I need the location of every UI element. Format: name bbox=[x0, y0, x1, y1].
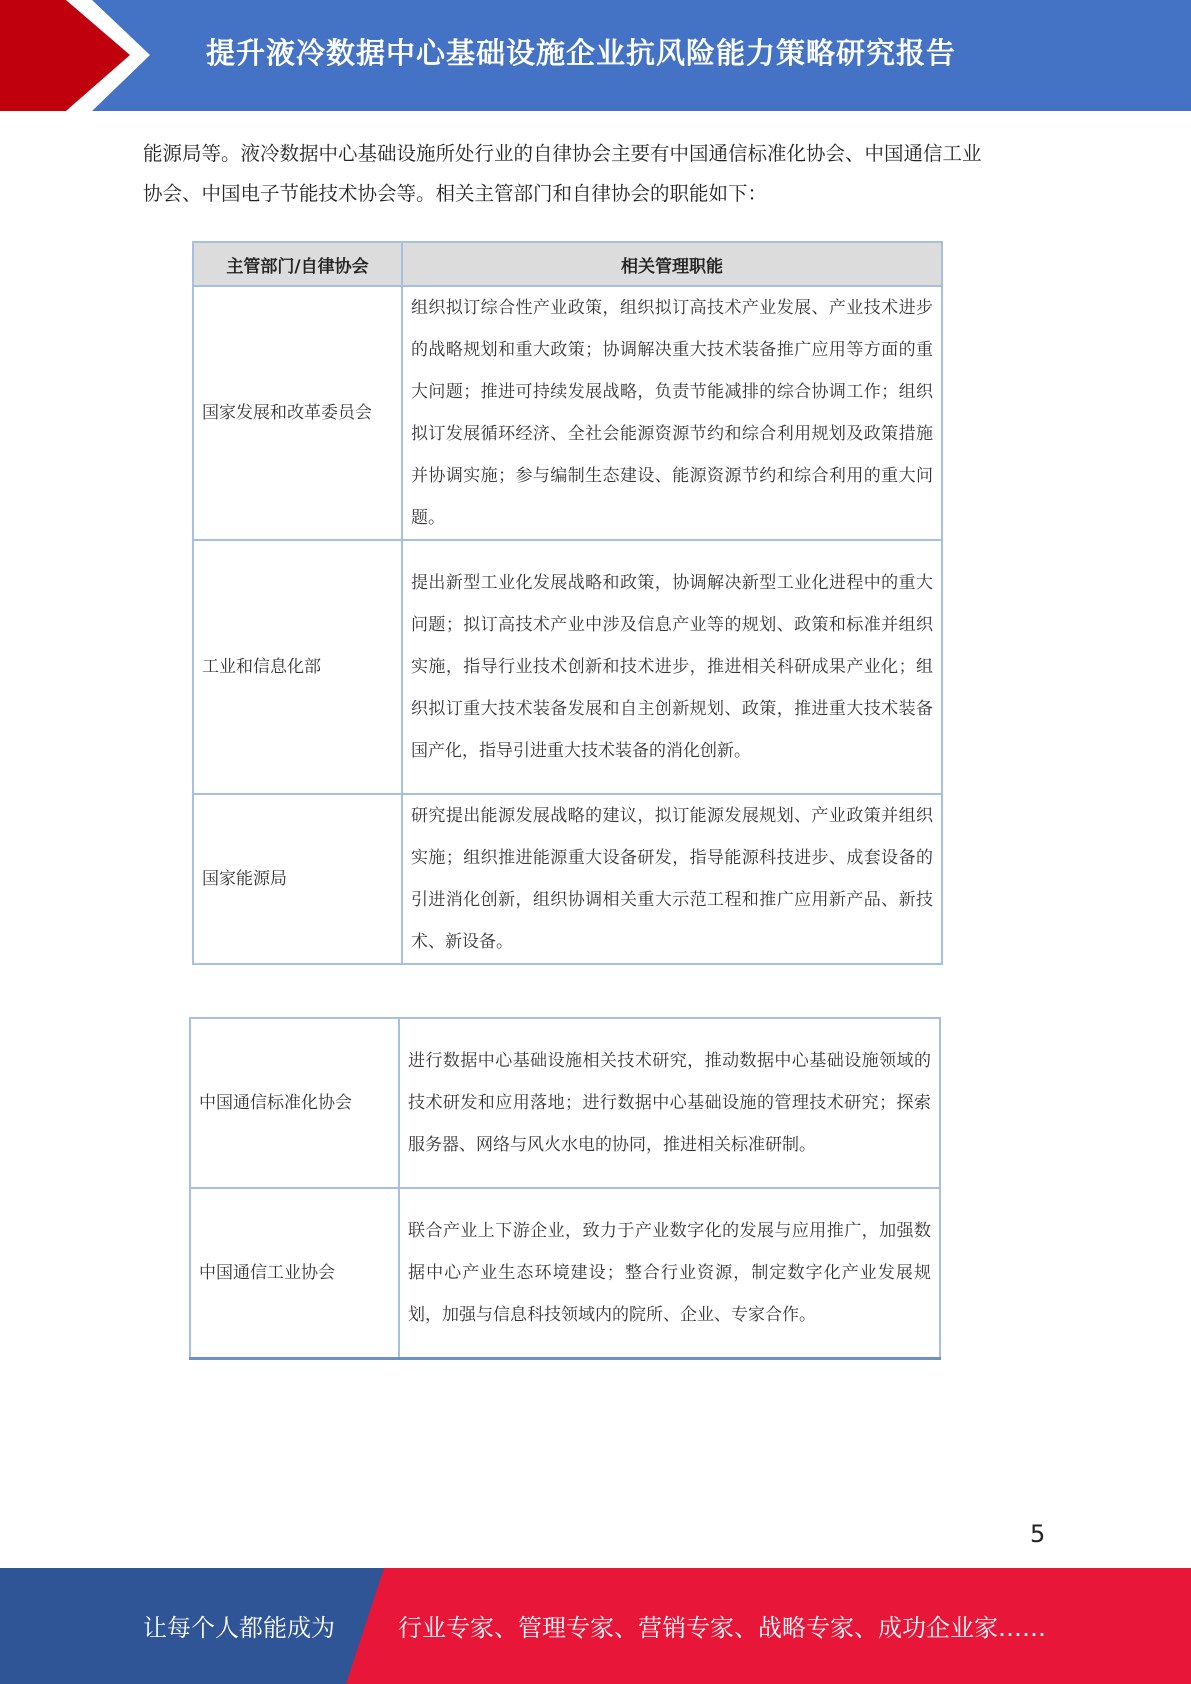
dept-cell: 工业和信息化部 bbox=[193, 540, 402, 794]
intro-line-1: 能源局等。液冷数据中心基础设施所处行业的自律协会主要有中国通信标准化协会、中国通信工业 bbox=[143, 142, 982, 165]
duty-cell: 研究提出能源发展战略的建议，拟订能源发展规划、产业政策并组织实施；组织推进能源重大设备研发，指导能源科技进步、成套设备的引进消化创新，组织协调相关重大示范工程和推广应用新产品、新技术、新设备。 bbox=[402, 794, 942, 964]
dept-cell: 国家发展和改革委员会 bbox=[193, 286, 402, 540]
report-title: 提升液冷数据中心基础设施企业抗风险能力策略研究报告 bbox=[206, 36, 957, 70]
association-duties-table bbox=[189, 1017, 941, 1360]
table-row bbox=[193, 286, 942, 540]
intro-line-2: 协会、中国电子节能技术协会等。相关主管部门和自律协会的职能如下： bbox=[143, 182, 768, 205]
table-row bbox=[193, 794, 942, 964]
duty-cell: 联合产业上下游企业，致力于产业数字化的发展与应用推广，加强数据中心产业生态环境建设；整合行业资源，制定数字化产业发展规划，加强与信息科技领域内的院所、企业、专家合作。 bbox=[399, 1188, 940, 1358]
footer-banner bbox=[0, 1568, 1191, 1684]
duty-cell: 组织拟订综合性产业政策，组织拟订高技术产业发展、产业技术进步的战略规划和重大政策；协调解决重大技术装备推广应用等方面的重大问题；推进可持续发展战略，负责节能减排的综合协调工作；组织拟订发展循环经济、全社会能源资源节约和综合利用规划及政策措施并协调实施；参与编制生态建设、能源资源节约和综合利用的重大问题。 bbox=[402, 286, 942, 540]
intro-paragraph bbox=[143, 134, 1053, 214]
authority-duties-table bbox=[192, 241, 943, 965]
table-row bbox=[190, 1018, 940, 1188]
table-row bbox=[190, 1188, 940, 1358]
dept-cell: 国家能源局 bbox=[193, 794, 402, 964]
footer-slogan-right: 行业专家、管理专家、营销专家、战略专家、成功企业家…… bbox=[398, 1614, 1046, 1642]
table-row bbox=[193, 540, 942, 794]
footer-slogan-left: 让每个人都能成为 bbox=[143, 1614, 335, 1642]
header-banner bbox=[0, 0, 1191, 111]
column-header-dept: 主管部门/自律协会 bbox=[193, 242, 402, 286]
column-header-duty: 相关管理职能 bbox=[402, 242, 942, 286]
page-number: 5 bbox=[1030, 1520, 1046, 1548]
duty-cell: 提出新型工业化发展战略和政策，协调解决新型工业化进程中的重大问题；拟订高技术产业中涉及信息产业等的规划、政策和标准并组织实施，指导行业技术创新和技术进步，推进相关科研成果产业化；组织拟订重大技术装备发展和自主创新规划、政策，推进重大技术装备国产化，指导引进重大技术装备的消化创新。 bbox=[402, 540, 942, 794]
dept-cell: 中国通信工业协会 bbox=[190, 1188, 399, 1358]
dept-cell: 中国通信标准化协会 bbox=[190, 1018, 399, 1188]
duty-cell: 进行数据中心基础设施相关技术研究，推动数据中心基础设施领域的技术研发和应用落地；进行数据中心基础设施的管理技术研究；探索服务器、网络与风火水电的协同，推进相关标准研制。 bbox=[399, 1018, 940, 1188]
table-header-row bbox=[193, 242, 942, 286]
